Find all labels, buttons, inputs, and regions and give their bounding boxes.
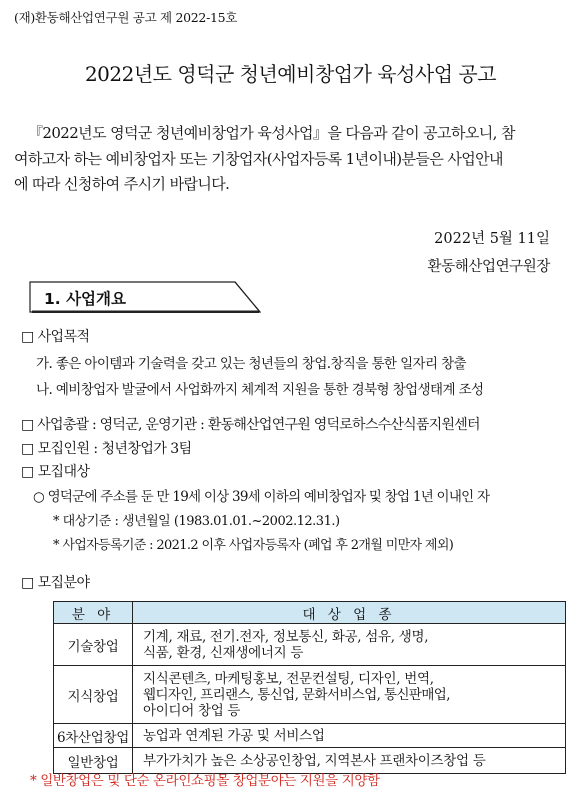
field-table: [53, 601, 566, 774]
table-header-industry: 대 상 업 종: [133, 602, 566, 624]
target-main: ○ 영덕군에 주소를 둔 만 19세 이상 39세 이하의 예비창업자 및 창업 1년 이내인 자: [33, 489, 490, 505]
purpose-item-2: 나. 예비창업자 발굴에서 사업화까지 체계적 지원을 통한 경북형 창업생태계 조성: [36, 382, 484, 398]
industry-line: 부가가치가 높은 소상공인창업, 지역본사 프랜차이즈창업 등: [143, 752, 486, 769]
fields-heading: □ 모집분야: [21, 575, 90, 591]
table-cell-industry: [133, 666, 566, 724]
footnote: * 일반창업은 및 단순 온라인쇼핑몰 창업분야는 지원을 지양함: [30, 773, 380, 789]
table-cell-industry: [133, 724, 566, 748]
table-cell-category: 기술창업: [54, 624, 133, 666]
industry-line: 식품, 환경, 신재생에너지 등: [143, 644, 304, 661]
target-note-2: * 사업자등록기준 : 2021.2 이후 사업자등록자 (폐업 후 2개월 미만자 제외): [53, 538, 454, 553]
notice-number: (재)환동해산업연구원 공고 제 2022-15호: [14, 10, 238, 25]
table-header-row: [54, 602, 566, 624]
purpose-item-1: 가. 좋은 아이템과 기술력을 갖고 있는 청년들의 창업.창직을 통한 일자리 창출: [36, 356, 466, 372]
purpose-heading: □ 사업목적: [21, 329, 90, 345]
table-row: [54, 666, 566, 724]
document-title: 2022년도 영덕군 청년예비창업가 육성사업 공고: [84, 62, 497, 86]
intro-line-2: 여하고자 하는 예비창업자 또는 기창업자(사업자등록 1년이내)분들은 사업안내: [14, 150, 503, 168]
table-row: [54, 624, 566, 666]
intro-line-1: 『2022년도 영덕군 청년예비창업가 육성사업』을 다음과 같이 공고하오니, 참: [28, 124, 515, 142]
industry-line: 아이디어 창업 등: [143, 702, 241, 719]
intro-line-3: 에 따라 신청하여 주시기 바랍니다.: [14, 175, 230, 193]
industry-line: 농업과 연계된 가공 및 서비스업: [143, 727, 325, 744]
table-cell-industry: [133, 624, 566, 666]
table-row: [54, 724, 566, 748]
issuer-name: 환동해산업연구원장: [427, 259, 550, 275]
publication-date: 2022년 5월 11일: [434, 231, 550, 247]
target-heading: □ 모집대상: [21, 464, 90, 480]
industry-line: 웹디자인, 프리랜스, 통신업, 문화서비스업, 통신판매업,: [143, 686, 450, 703]
section-title: 1. 사업개요: [44, 290, 126, 308]
table-cell-category: 일반창업: [54, 748, 133, 774]
overview-line: □ 사업총괄 : 영덕군, 운영기관 : 환동해산업연구원 영덕로하스수산식품지원센터: [21, 417, 480, 433]
recruit-count-line: □ 모집인원 : 청년창업가 3팀: [21, 441, 192, 457]
table-cell-category: 지식창업: [54, 666, 133, 724]
table-header-category: 분 야: [54, 602, 133, 624]
industry-line: 기계, 재료, 전기.전자, 정보통신, 화공, 섬유, 생명,: [143, 628, 429, 645]
industry-line: 지식콘텐츠, 마케팅홍보, 전문컨설팅, 디자인, 번역,: [143, 670, 434, 687]
table-cell-category: 6차산업창업: [54, 724, 133, 748]
target-note-1: * 대상기준 : 생년월일 (1983.01.01.~2002.12.31.): [53, 514, 340, 529]
